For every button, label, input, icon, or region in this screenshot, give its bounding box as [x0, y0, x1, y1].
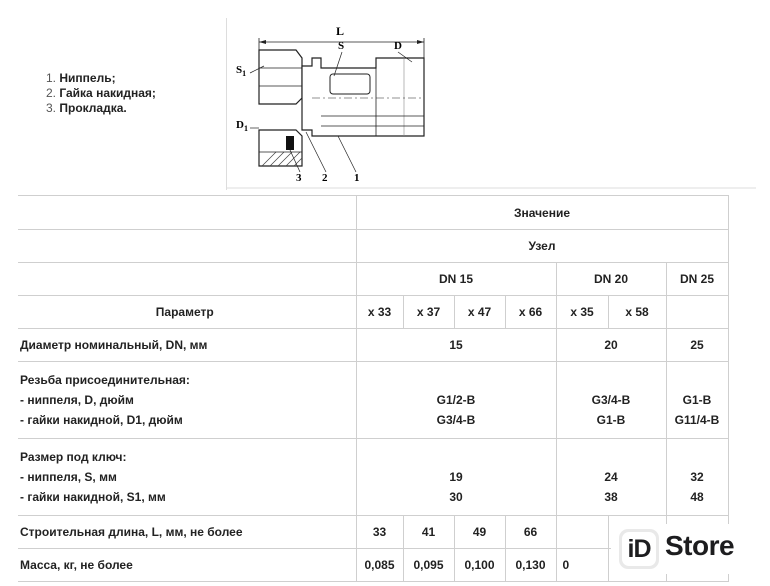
legend-text: Ниппель;	[59, 71, 116, 85]
row-label-line: - гайки накидной, S1, мм	[20, 490, 166, 504]
value-line: G1-B	[682, 393, 712, 407]
value-line: 24	[604, 470, 618, 484]
label-part-2: 2	[322, 172, 328, 184]
value-length: 41	[403, 516, 454, 549]
size-cell: х 33	[356, 296, 403, 329]
value-line: 32	[690, 470, 704, 484]
legend-number: 3.	[46, 101, 57, 115]
value-thread-dn15	[356, 362, 556, 439]
size-cell: х 58	[608, 296, 666, 329]
row-label-length: Строительная длина, L, мм, не более	[18, 516, 356, 549]
group-dn25: DN 25	[666, 263, 728, 296]
table-row	[18, 439, 728, 516]
value-line: 48	[690, 490, 704, 504]
value-mass: 0	[556, 549, 608, 582]
union-nut-outline	[259, 50, 302, 104]
value-dn25: 25	[666, 329, 728, 362]
size-cell: х 37	[403, 296, 454, 329]
legend-item	[46, 101, 156, 116]
size-cell: х 47	[454, 296, 505, 329]
value-mass: 0,095	[403, 549, 454, 582]
label-D: D	[394, 40, 402, 52]
value-line: 30	[449, 490, 463, 504]
value-length: 49	[454, 516, 505, 549]
value-dn20: 20	[556, 329, 666, 362]
table-row	[18, 263, 728, 296]
value-length: 66	[505, 516, 556, 549]
value-mass: 0,085	[356, 549, 403, 582]
gasket-section	[286, 136, 294, 150]
label-L: L	[336, 24, 345, 38]
legend-number: 1.	[46, 71, 57, 85]
idstore-watermark	[611, 524, 761, 574]
value-thread-dn25	[666, 362, 728, 439]
legend-text: Прокладка.	[59, 101, 127, 115]
value-key-dn20	[556, 439, 666, 516]
group-dn20: DN 20	[556, 263, 666, 296]
table-cell-empty	[18, 263, 356, 296]
value-key-dn15	[356, 439, 556, 516]
value-line: G3/4-B	[591, 393, 631, 407]
label-part-3: 3	[296, 172, 302, 184]
param-header: Параметр	[18, 296, 356, 329]
table-cell-empty	[18, 196, 356, 230]
nipple-outline	[302, 58, 424, 136]
label-S: S	[338, 40, 345, 52]
legend-text: Гайка накидная;	[59, 86, 156, 100]
wrench-flat	[330, 74, 370, 94]
value-line: G1-B	[596, 413, 626, 427]
header-node: Узел	[356, 230, 728, 263]
value-thread-dn20	[556, 362, 666, 439]
row-label-mass: Масса, кг, не более	[18, 549, 356, 582]
value-length: 33	[356, 516, 403, 549]
table-row	[18, 196, 728, 230]
logo-wordmark: Store	[665, 530, 735, 561]
row-label-thread	[18, 362, 356, 439]
table-row	[18, 362, 728, 439]
row-label-line: Резьба присоединительная:	[20, 373, 190, 387]
size-cell: х 66	[505, 296, 556, 329]
value-dn15: 15	[356, 329, 556, 362]
label-part-1: 1	[354, 172, 360, 184]
legend-number: 2.	[46, 86, 57, 100]
value-length-empty	[556, 516, 608, 549]
label-D1: $D_1$	[236, 119, 248, 133]
size-cell-empty	[666, 296, 728, 329]
parts-legend	[46, 71, 156, 116]
value-mass: 0,100	[454, 549, 505, 582]
value-line: G3/4-B	[436, 413, 476, 427]
row-label-line: - гайки накидной, D1, дюйм	[20, 413, 183, 427]
fitting-drawing	[226, 18, 756, 190]
header-value: Значение	[356, 196, 728, 230]
group-dn15: DN 15	[356, 263, 556, 296]
value-line: G1/2-B	[436, 393, 476, 407]
label-S1: $S_1$	[236, 64, 247, 78]
table-cell-empty	[18, 230, 356, 263]
idstore-logo-icon	[619, 529, 659, 569]
value-mass: 0,130	[505, 549, 556, 582]
value-line: 19	[449, 470, 463, 484]
legend-item	[46, 71, 156, 86]
row-label-line: Размер под ключ:	[20, 450, 127, 464]
logo-mark-text: iD	[627, 535, 651, 563]
row-label-key	[18, 439, 356, 516]
value-key-dn25	[666, 439, 728, 516]
row-label-line: - ниппеля, S, мм	[20, 470, 117, 484]
value-line: G11/4-B	[674, 413, 720, 427]
size-cell: х 35	[556, 296, 608, 329]
row-label-line: - ниппеля, D, дюйм	[20, 393, 134, 407]
union-nut-section	[259, 130, 302, 166]
value-line: 38	[604, 490, 618, 504]
table-row	[18, 296, 728, 329]
row-label-dn: Диаметр номинальный, DN, мм	[18, 329, 356, 362]
legend-item	[46, 86, 156, 101]
table-row	[18, 329, 728, 362]
table-row	[18, 230, 728, 263]
